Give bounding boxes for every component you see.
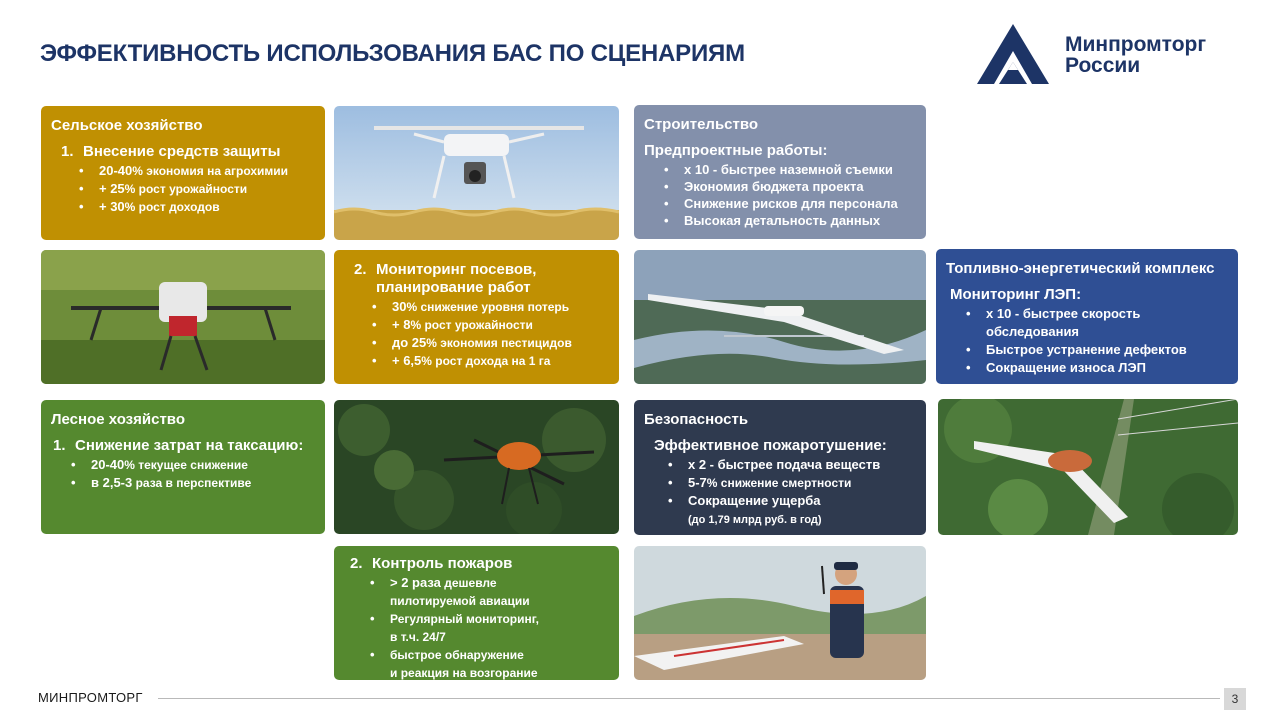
construction-subtitle: Предпроектные работы: (644, 142, 828, 159)
footer-divider (158, 698, 1220, 699)
logo-text (1065, 34, 1206, 76)
fixed-wing-powerline-image (938, 399, 1238, 535)
security-subtitle: Эффективное пожаротушение: (654, 437, 887, 454)
list-item: • + 25% рост урожайности (79, 180, 315, 198)
list-item: • Сокращение износа ЛЭП (966, 359, 1228, 377)
list-item: • 5-7% снижение смертности (668, 474, 916, 492)
agriculture-title: Сельское хозяйство (51, 117, 203, 134)
list-item: • х 10 - быстрее скорость обследования (966, 305, 1228, 341)
fuel-energy-card (936, 249, 1238, 384)
fixed-wing-city-image (634, 250, 926, 384)
agriculture-scenario-2: 2. Мониторинг посевов, (354, 261, 537, 278)
spray-drone-image (41, 250, 325, 384)
security-title: Безопасность (644, 411, 749, 428)
agriculture-scenario-2-line-2: планирование работ (376, 279, 531, 296)
list-item: • Снижение рисков для персонала (664, 195, 916, 212)
agriculture-card (41, 106, 325, 240)
list-item: • до 25% экономия пестицидов (372, 334, 609, 352)
list-item: • 30% снижение уровня потерь (372, 298, 609, 316)
footer-org: МИНПРОМТОРГ (38, 690, 143, 705)
list-item: • х 10 - быстрее наземной съемки (664, 161, 916, 178)
list-item: • быстрое обнаружение и реакция на возгорание (370, 646, 609, 680)
list-item: • Регулярный мониторинг, в т.ч. 24/7 (370, 610, 609, 646)
forestry-scenario-2: 2. Контроль пожаров (350, 555, 513, 572)
fire-control-card (334, 546, 619, 680)
fuel-energy-list (946, 305, 1228, 377)
construction-card (634, 105, 926, 239)
list-item: • Быстрое устранение дефектов (966, 341, 1228, 359)
list-item: • Сокращение ущерба (до 1,79 млрд руб. в год) (668, 492, 916, 529)
triangle-logo-icon (977, 24, 1051, 86)
logo-line-1: Минпромторг (1065, 33, 1207, 56)
list-item: • Экономия бюджета проекта (664, 178, 916, 195)
page-title: ЭФФЕКТИВНОСТЬ ИСПОЛЬЗОВАНИЯ БАС ПО СЦЕНАРИЯМ (40, 40, 745, 67)
agriculture-scenario-2-list (344, 298, 609, 370)
security-card (634, 400, 926, 535)
crop-monitoring-card (334, 250, 619, 384)
list-item: • + 6,5% рост дохода на 1 га (372, 352, 609, 370)
list-item: • х 2 - быстрее подача веществ (668, 456, 916, 474)
list-item: • в 2,5-3 раза в перспективе (71, 474, 315, 492)
list-item: • 20-40% экономия на агрохимии (79, 162, 315, 180)
forestry-scenario-1-list (51, 456, 315, 492)
rescuer-uav-image (634, 546, 926, 680)
security-list (644, 456, 916, 529)
list-item: • > 2 раза дешевле пилотируемой авиации (370, 574, 609, 610)
construction-title: Строительство (644, 116, 759, 133)
forestry-scenario-2-list (344, 574, 609, 680)
forestry-card (41, 400, 325, 534)
forestry-title: Лесное хозяйство (51, 411, 185, 428)
fuel-energy-title: Топливно-энергетический комплекс (946, 260, 1215, 277)
construction-list (644, 161, 916, 229)
fuel-energy-subtitle: Мониторинг ЛЭП: (950, 286, 1082, 303)
quadcopter-wheat-image (334, 106, 619, 240)
agriculture-scenario-1: 1. Внесение средств защиты (61, 143, 281, 160)
forest-drone-image (334, 400, 619, 534)
list-item: • + 8% рост урожайности (372, 316, 609, 334)
forestry-scenario-1: 1. Снижение затрат на таксацию: (53, 437, 304, 454)
list-item: • + 30% рост доходов (79, 198, 315, 216)
ministry-logo (977, 24, 1239, 86)
page-number: 3 (1224, 688, 1246, 710)
logo-line-2: России (1065, 54, 1141, 77)
agriculture-scenario-1-list (51, 162, 315, 216)
list-item: • Высокая детальность данных (664, 212, 916, 229)
list-item: • 20-40% текущее снижение (71, 456, 315, 474)
